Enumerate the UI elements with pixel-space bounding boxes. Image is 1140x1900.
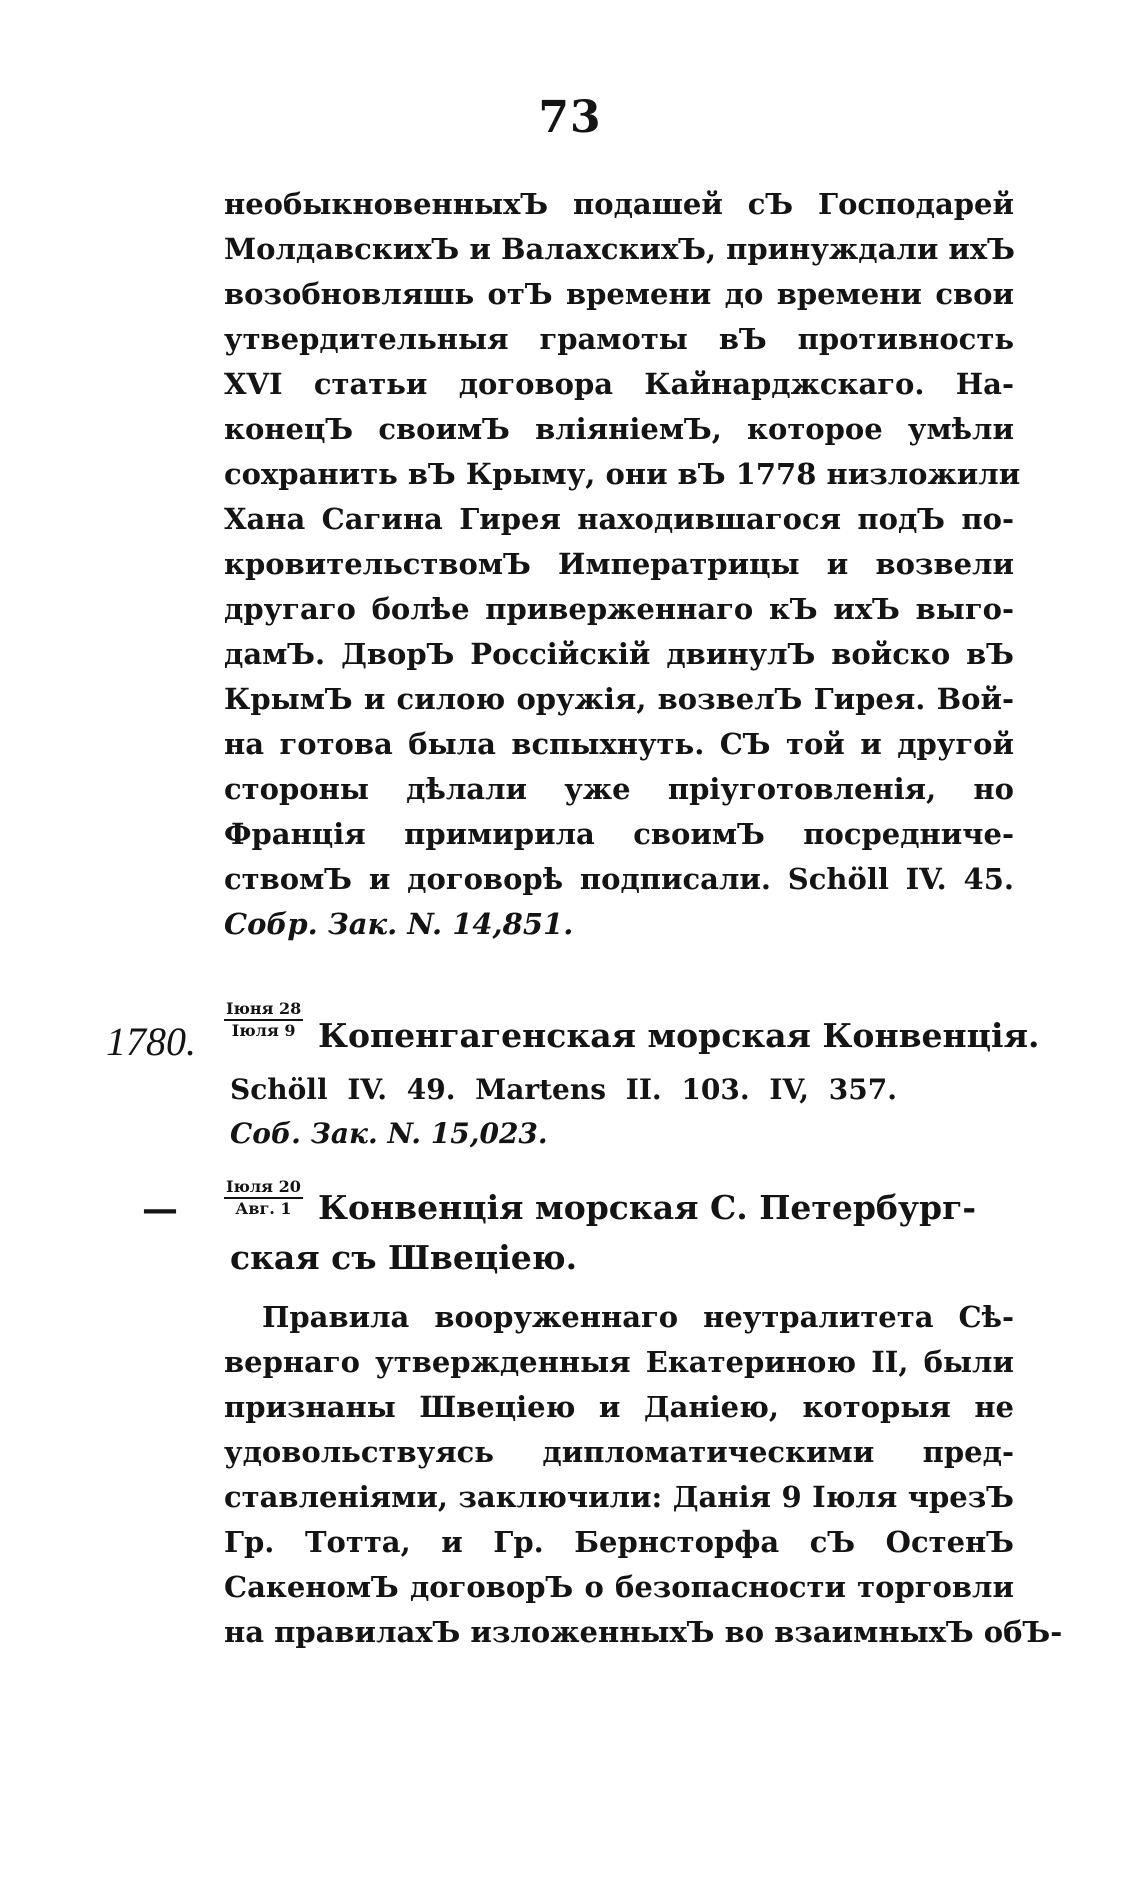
paragraph-1: [224, 182, 1021, 947]
reference-line: [224, 902, 1014, 947]
text-line: удовольствуясь дипломатическими пред-: [224, 1435, 1014, 1469]
entry-dash: —: [142, 1188, 178, 1230]
text-line: необыкновенныхЪ подашей сЪ Господарей: [224, 187, 1014, 221]
text-line: вернаго утвержденныя Екатериною II, были: [224, 1345, 1014, 1379]
entry-title: Конвенція морская С. Петербург-: [318, 1188, 977, 1227]
text-line: Гр. Тотта, и Гр. Бернсторфа сЪ ОстенЪ: [224, 1525, 1014, 1559]
date-fraction: [224, 1000, 303, 1040]
paragraph-3: [224, 1340, 1063, 1655]
date-denominator: Іюля 9: [231, 1021, 296, 1040]
text-line: на готова была вспыхнуть. СЪ той и другой: [224, 727, 1014, 761]
text-line: СакеномЪ договорЪ о безопасности торговли: [224, 1570, 1014, 1604]
text-line: возобновляшь отЪ времени до времени свои: [224, 277, 1014, 311]
text-line: признаны Швеціею и Даніею, которыя не: [224, 1390, 1014, 1424]
text-line: ствомЪ и договорѣ подписали. Schöll IV. 45.: [224, 862, 1014, 896]
reference-line: Соб. Зак. N. 15,023.: [230, 1117, 548, 1150]
date-numerator: Іюня 28: [224, 1000, 303, 1021]
text-line: утвердительныя грамоты вЪ противность: [224, 322, 1014, 356]
date-numerator: Іюля 20: [224, 1178, 303, 1199]
text-line: стороны дѣлали уже пріуготовленія, но: [224, 772, 1014, 806]
entry-title-continued: ская съ Швеціею.: [230, 1238, 578, 1277]
page-number: 73: [538, 92, 602, 143]
text-line: Правила вооруженнаго неутралитета Сѣ-: [262, 1300, 1014, 1334]
entry-references: [230, 1068, 1010, 1156]
text-line: Хана Сагина Гирея находившагося подЪ по-: [224, 502, 1014, 536]
text-line: КрымЪ и силою оружія, возвелЪ Гирея. Вой-: [224, 682, 1014, 716]
text-line: ставленіями, заключили: Данія 9 Іюля чрезЪ: [224, 1480, 1014, 1514]
entry-title: Копенгагенская морская Конвенція.: [318, 1016, 1040, 1055]
text-line: конецЪ своимЪ вліяніемЪ, которое умѣли: [224, 412, 1014, 446]
text-line: дамЪ. ДворЪ Россійскій двинулЪ войско вЪ: [224, 637, 1014, 671]
date-denominator: Авг. 1: [235, 1199, 292, 1218]
paragraph-3-first-line: [262, 1295, 1014, 1340]
reference-text: Собр. Зак. N. 14,851.: [224, 907, 574, 941]
reference-line: Schöll IV. 49. Martens II. 103. IV, 357.: [230, 1073, 897, 1106]
text-line: на правилахЪ изложенныхЪ во взаимныхЪ обЪ-: [224, 1615, 1063, 1649]
entry-year: 1780.: [106, 1019, 196, 1064]
text-line: кровительствомЪ Императрицы и возвели: [224, 547, 1014, 581]
text-line: XVI статьи договора Кайнарджскаго. На-: [224, 367, 1014, 401]
text-line: другаго болѣе приверженнаго кЪ ихЪ выго-: [224, 592, 1014, 626]
date-fraction: [224, 1178, 303, 1218]
text-line: МолдавскихЪ и ВалахскихЪ, принуждали ихЪ: [224, 232, 1015, 266]
text-line: сохранить вЪ Крыму, они вЪ 1778 низложили: [224, 457, 1021, 491]
text-line: Франція примирила своимЪ посредниче-: [224, 817, 1014, 851]
